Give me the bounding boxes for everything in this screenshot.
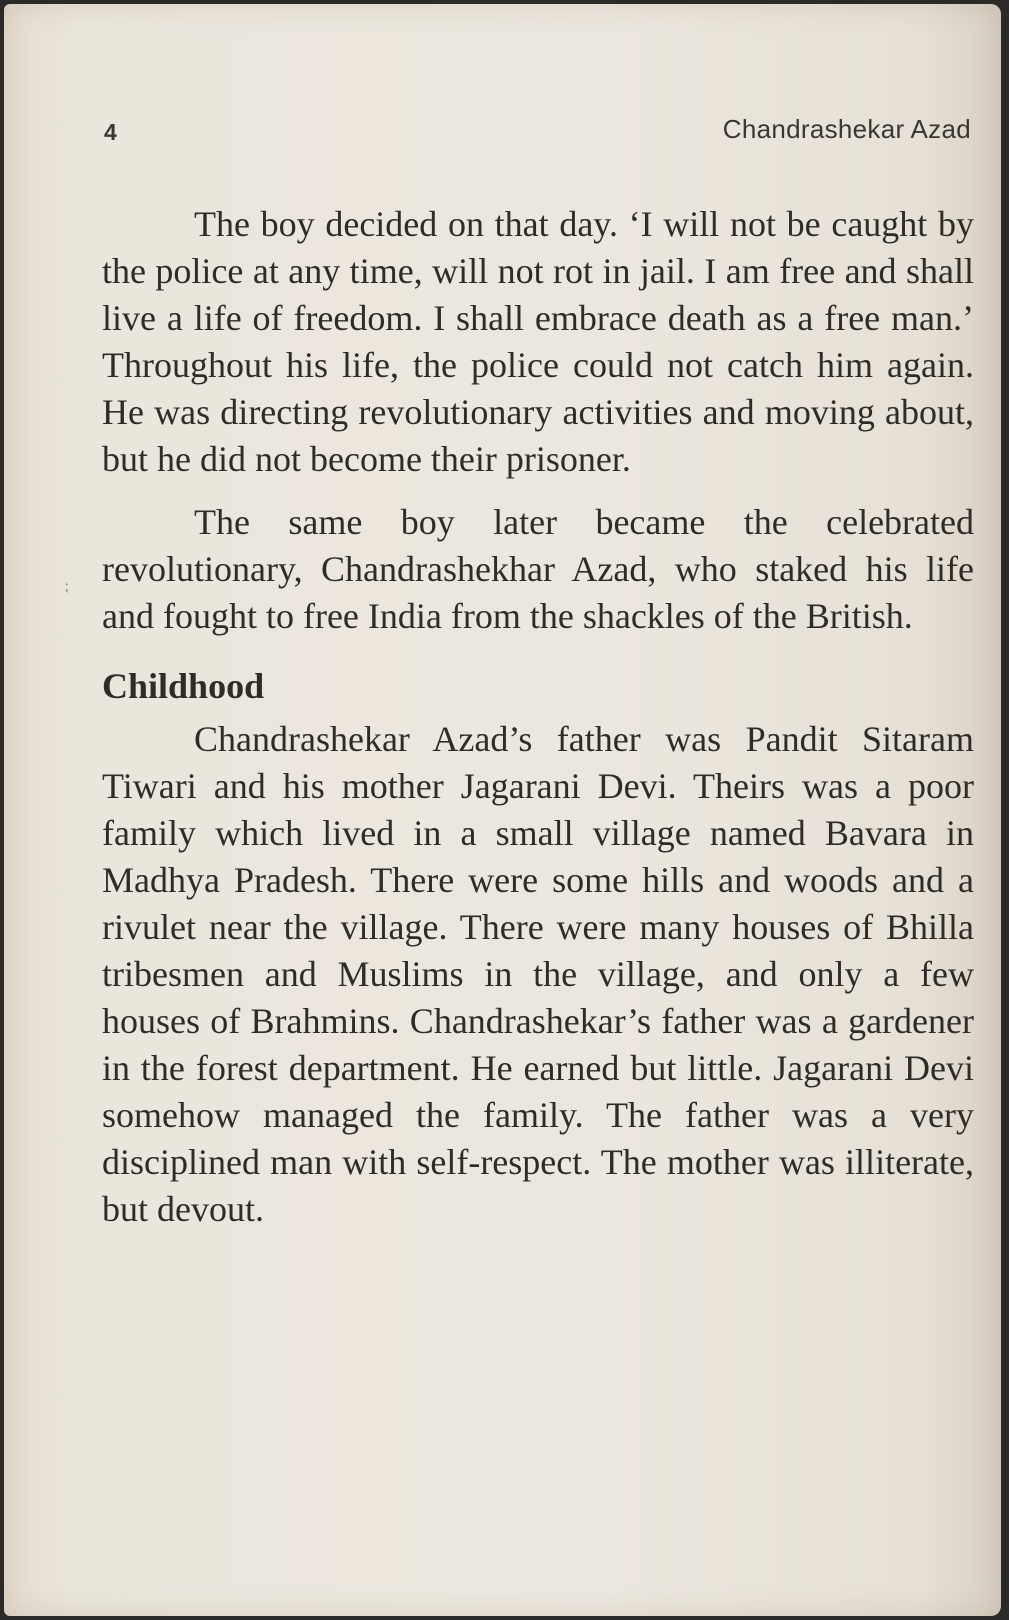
paragraph-later: The same boy later became the celebrated revolutionary, Chandrashekhar Azad, who staked his life and fought to free India from the shackles of the British. (102, 502, 974, 636)
page-number: 4 (104, 119, 117, 145)
section-heading: Childhood (102, 666, 265, 706)
section-childhood (102, 664, 974, 1233)
margin-mark: ⁏ (64, 579, 69, 595)
paragraph-decision: The boy decided on that day. ‘I will not be caught by the police at any time, will not rot in jail. I am free and shall live a life of freedom. I shall embrace death as a free man.’ Throughout his life, the police could not catch him again. He was directing revolutionary activities and moving about, but he did not become their prisoner. (102, 204, 974, 479)
page-body (102, 201, 974, 1233)
book-page (4, 4, 1001, 1616)
running-title: Chandrashekar Azad (722, 114, 971, 144)
paragraph-childhood: Chandrashekar Azad’s father was Pandit Sitaram Tiwari and his mother Jagarani Devi. Theirs was a poor family which lived in a small village named Bavara in Madhya Pradesh. There were some hills and woods and a rivulet near the village. There were many houses of Bhilla tribesmen and Muslims in the village, and only a few houses of Brahmins. Chandrashekar’s father was a gardener in the forest department. He earned but little. Jagarani Devi somehow managed the family. The father was a very disciplined man with self-respect. The mother was illiterate, but devout. (102, 719, 974, 1229)
page-header (4, 114, 1001, 154)
